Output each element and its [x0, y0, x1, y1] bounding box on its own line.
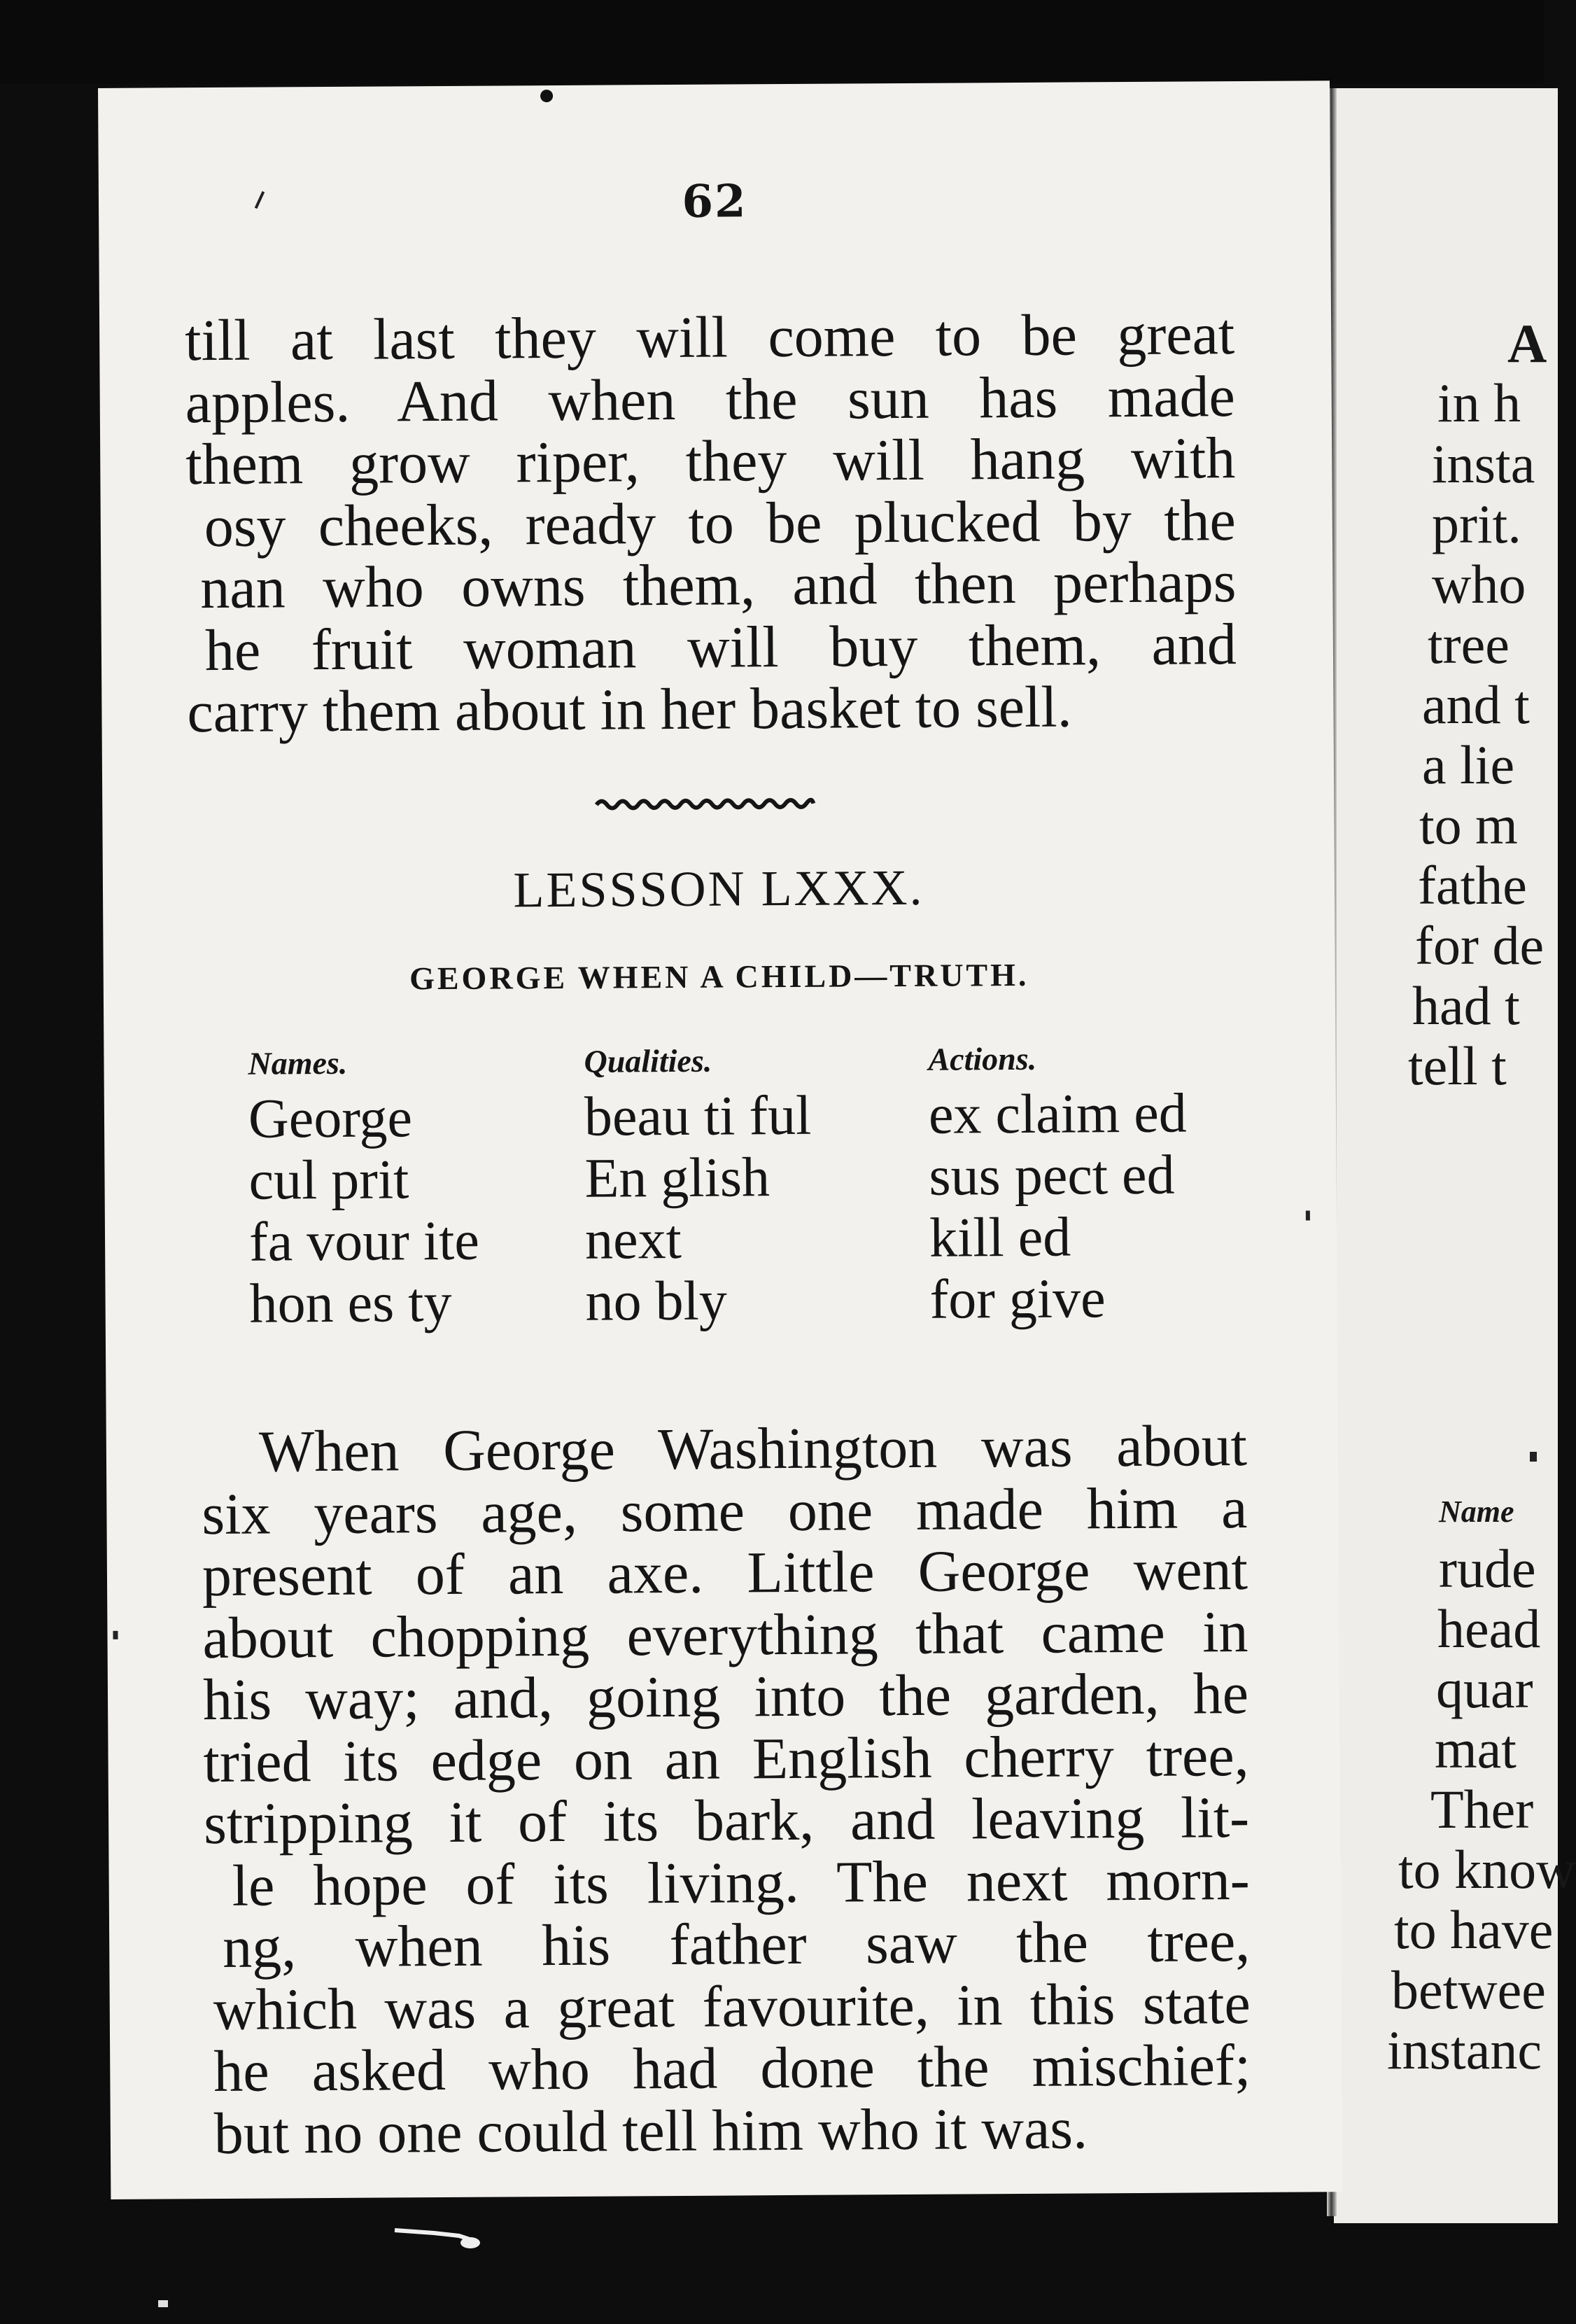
facing-page-fragment: prit.: [1432, 493, 1521, 554]
book-page: [98, 80, 1342, 2199]
facing-page-fragment: to m: [1419, 794, 1518, 855]
facing-page-fragment: tree: [1428, 614, 1510, 675]
vocab-header-qualities: Qualities.: [584, 1042, 712, 1079]
text-line: he fruit woman will buy them, and: [204, 611, 1237, 683]
text-line: carry them about in her basket to sell.: [187, 674, 1072, 746]
print-speck: [1530, 1452, 1537, 1462]
facing-page-fragment: A: [1507, 313, 1547, 374]
facing-page-fragment: had t: [1412, 975, 1520, 1036]
text-line: which was a great favourite, in this state: [213, 1970, 1251, 2043]
vocab-word: ex claim ed: [928, 1082, 1187, 1146]
text-line: tried its edge on an English cherry tree,: [203, 1723, 1249, 1795]
text-line: his way; and, going into the garden, he: [202, 1661, 1249, 1733]
print-speck: [113, 1631, 118, 1639]
scan-border-top: [0, 0, 1544, 84]
facing-page-fragment: insta: [1432, 433, 1535, 494]
text-line: about chopping everything that came in: [202, 1599, 1248, 1671]
facing-page-fragment: betwee: [1391, 1959, 1546, 2020]
facing-page-column-header: Name: [1439, 1494, 1514, 1529]
scan-artifact-speck: [158, 2300, 168, 2307]
vocab-word: for give: [929, 1268, 1106, 1331]
text-line: he asked who had done the mischief;: [213, 2032, 1251, 2105]
vocab-header-names: Names.: [248, 1044, 348, 1082]
print-speck: [1306, 1210, 1310, 1220]
vocab-word: En glish: [584, 1147, 771, 1210]
text-line: When George Washington was about: [258, 1413, 1248, 1485]
facing-page-fragment: instanc: [1387, 2019, 1542, 2080]
text-line: nan who owns them, and then perhaps: [200, 550, 1237, 622]
text-line: them grow riper, they will hang with: [185, 426, 1236, 498]
facing-page-fragment: mat: [1435, 1718, 1517, 1779]
facing-page-fragment: fathe: [1418, 855, 1527, 916]
text-line: ng, when his father saw the tree,: [222, 1908, 1251, 1980]
text-line: stripping it of its bark, and leaving lit-: [203, 1784, 1250, 1857]
vocab-word: kill ed: [929, 1206, 1071, 1269]
facing-page-fragment: for de: [1415, 915, 1545, 976]
facing-page-fragment: quar: [1436, 1658, 1533, 1719]
vocab-word: sus pect ed: [929, 1144, 1175, 1208]
vocab-header-actions: Actions.: [928, 1040, 1037, 1077]
text-line: but no one could tell him who it was.: [213, 2095, 1088, 2166]
vocab-column-qualities: [584, 1042, 812, 1333]
facing-page: [1334, 88, 1576, 2223]
section-separator: [596, 791, 813, 813]
page-number: 62: [682, 175, 747, 228]
facing-page-fragment: who: [1432, 554, 1526, 615]
vocab-word: fa vour ite: [248, 1210, 480, 1273]
vocab-column-actions: [928, 1040, 1188, 1331]
facing-page-fragment: head: [1437, 1598, 1541, 1659]
text-line: six years age, some one made him a: [202, 1475, 1248, 1547]
facing-page-fragment: a lie: [1422, 734, 1515, 795]
paragraph-washington: [202, 1415, 1251, 2165]
vocab-word: cul prit: [248, 1149, 409, 1212]
vocab-column-names: [248, 1044, 479, 1335]
scan-artifact: [392, 2223, 490, 2251]
facing-page-fragment: rude: [1439, 1538, 1536, 1599]
lesson-title: LESSSON LXXX.: [513, 859, 924, 918]
facing-page-fragment: to know: [1398, 1839, 1576, 1900]
facing-page-fragment: in h: [1437, 372, 1521, 433]
vocab-word: no bly: [585, 1270, 728, 1333]
lesson-subtitle: GEORGE WHEN A CHILD—TRUTH.: [409, 956, 1029, 997]
facing-page-fragment: tell t: [1408, 1035, 1507, 1096]
text-line: osy cheeks, ready to be plucked by the: [204, 487, 1237, 559]
vocab-word: next: [584, 1208, 682, 1271]
facing-page-fragment: to have: [1394, 1899, 1554, 1960]
text-line: le hope of its living. The next morn-: [232, 1847, 1250, 1919]
text-line: apples. And when the sun has made: [185, 363, 1236, 435]
facing-page-fragment: Ther: [1430, 1779, 1534, 1840]
text-line: present of an axe. Little George went: [202, 1537, 1248, 1609]
text-line: till at last they will come to be great: [184, 302, 1235, 374]
paragraph-apples: [185, 304, 1237, 744]
vocab-word: beau ti ful: [584, 1084, 812, 1148]
vocab-word: hon es ty: [249, 1271, 452, 1335]
print-dot: [540, 90, 553, 102]
facing-page-fragment: and t: [1422, 674, 1530, 735]
vocab-word: George: [248, 1087, 413, 1150]
